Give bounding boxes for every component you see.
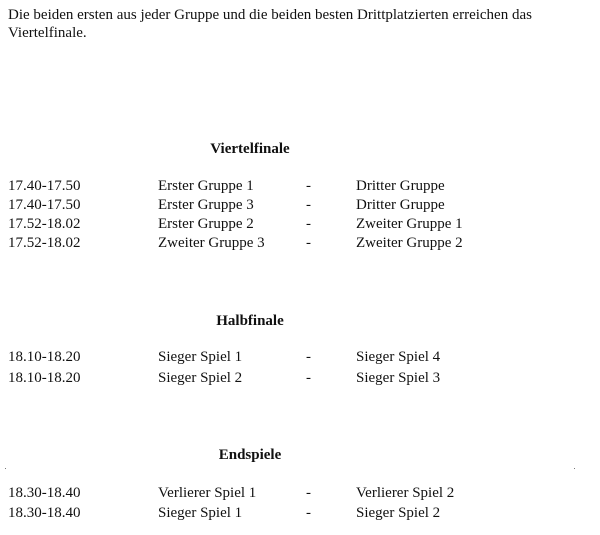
match-separator: - <box>306 485 311 501</box>
match-separator: - <box>306 235 311 251</box>
match-time: 18.30-18.40 <box>8 505 81 521</box>
match-away: Verlierer Spiel 2 <box>356 485 455 501</box>
match-home: Erster Gruppe 2 <box>158 216 254 232</box>
match-row <box>0 349 600 368</box>
match-row <box>0 485 600 504</box>
match-time: 18.10-18.20 <box>8 349 81 365</box>
match-home: Zweiter Gruppe 3 <box>158 235 265 251</box>
match-time: 17.52-18.02 <box>8 235 81 251</box>
match-time: 18.30-18.40 <box>8 485 81 501</box>
section-title-halbfinale: Halbfinale <box>216 313 284 329</box>
match-time: 18.10-18.20 <box>8 370 81 386</box>
match-row <box>0 178 600 197</box>
match-time: 17.40-17.50 <box>8 197 81 213</box>
match-separator: - <box>306 197 311 213</box>
match-time: 17.52-18.02 <box>8 216 81 232</box>
section-title-endspiele: Endspiele <box>218 447 282 463</box>
match-row <box>0 235 600 254</box>
match-away: Dritter Gruppe <box>356 178 445 194</box>
match-separator: - <box>306 178 311 194</box>
match-away: Dritter Gruppe <box>356 197 445 213</box>
match-time: 17.40-17.50 <box>8 178 81 194</box>
match-away: Sieger Spiel 4 <box>356 349 441 365</box>
scan-speck <box>5 468 6 469</box>
match-away: Zweiter Gruppe 1 <box>356 216 463 232</box>
section-title-viertelfinale: Viertelfinale <box>210 141 290 157</box>
match-separator: - <box>306 216 311 232</box>
intro-text: Die beiden ersten aus jeder Gruppe und die beiden besten Drittplatzierten erreichen das Viertelfinale. <box>8 7 532 41</box>
match-separator: - <box>306 505 311 521</box>
match-home: Sieger Spiel 1 <box>158 505 243 521</box>
match-row <box>0 370 600 389</box>
match-away: Sieger Spiel 3 <box>356 370 441 386</box>
match-home: Erster Gruppe 1 <box>158 178 254 194</box>
match-separator: - <box>306 349 311 365</box>
match-row <box>0 505 600 524</box>
match-away: Zweiter Gruppe 2 <box>356 235 463 251</box>
match-separator: - <box>306 370 311 386</box>
match-row <box>0 197 600 216</box>
match-home: Verlierer Spiel 1 <box>158 485 257 501</box>
match-home: Erster Gruppe 3 <box>158 197 254 213</box>
match-row <box>0 216 600 235</box>
match-home: Sieger Spiel 1 <box>158 349 243 365</box>
match-home: Sieger Spiel 2 <box>158 370 243 386</box>
match-away: Sieger Spiel 2 <box>356 505 441 521</box>
scan-speck <box>574 468 575 469</box>
